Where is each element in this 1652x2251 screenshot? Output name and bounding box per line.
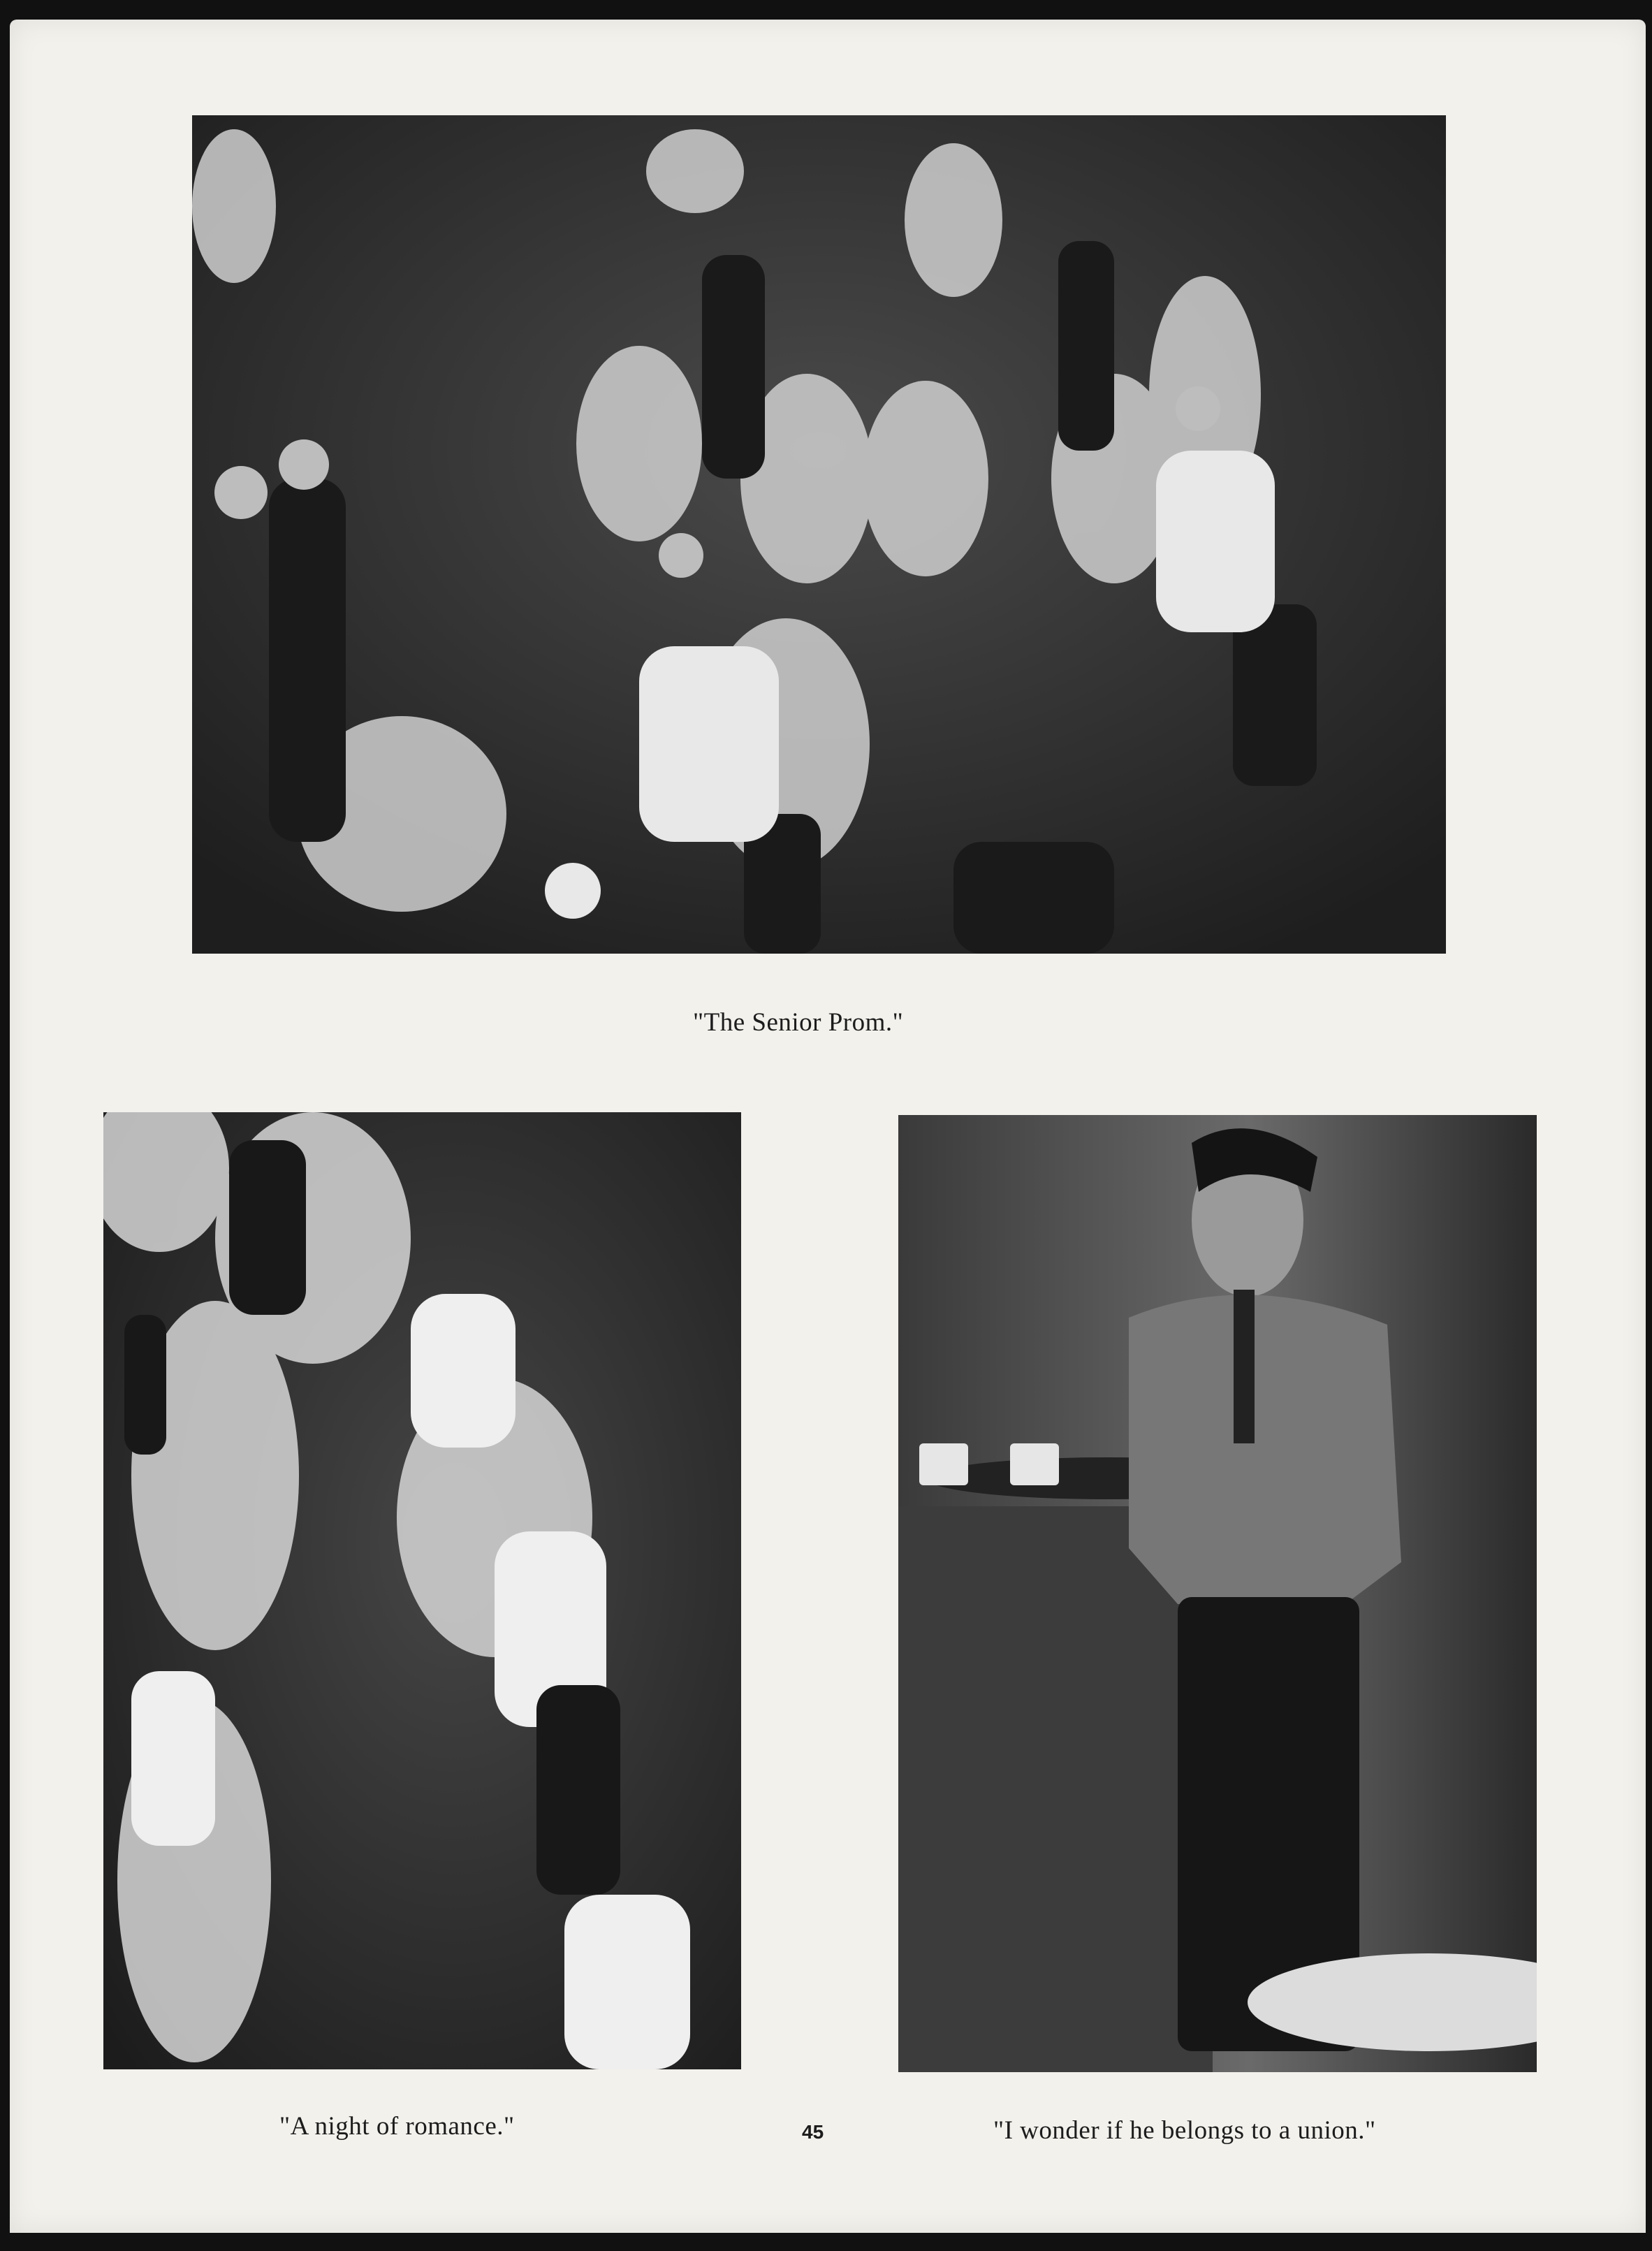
page-number: 45 [802,2121,824,2143]
caption-senior-prom: "The Senior Prom." [693,1008,904,1037]
photo-senior-prom [192,115,1446,954]
photo-waiter [898,1115,1537,2072]
caption-night-of-romance: "A night of romance." [279,2112,515,2141]
caption-waiter: "I wonder if he belongs to a union." [993,2116,1376,2145]
photo-night-of-romance [103,1112,741,2069]
